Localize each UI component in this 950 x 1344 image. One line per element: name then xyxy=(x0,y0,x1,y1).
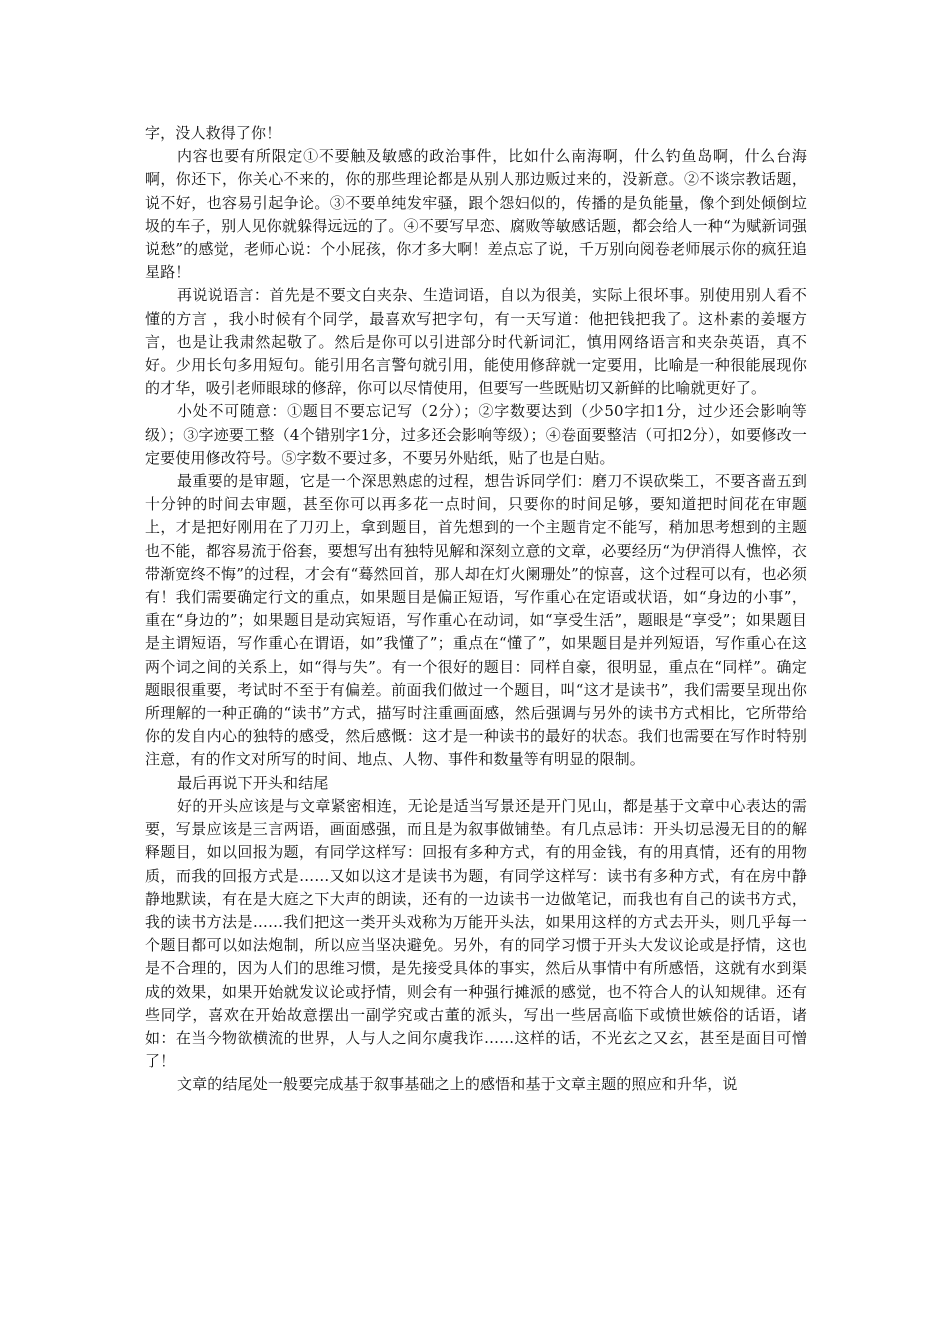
paragraph-language: 再说说语言：首先是不要文白夹杂、生造词语，自以为很美，实际上很坏事。别使用别人看不懂的方言 ，我小时候有个同学，最喜欢写把字句，有一天写道：他把钱把我了。这朴素的姜堰方言，也是让我肃然起敬了。然后是你可以引进部分时代新词汇，慎用网络语言和夹杂英语，真不好。少用长句多用短句。能引用名言警句就引用，能使用修辞就一定要用，比喻是一种很能展现你的才华，吸引老师眼球的修辞，你可以尽情使用，但要写一些既贴切又新鲜的比喻就更好了。 xyxy=(145,286,807,398)
paragraph-details: 小处不可随意：①题目不要忘记写（2分）；②字数要达到（少50字扣1分，过少还会影响等级）；③字迹要工整（4个错别字1分，过多还会影响等级）；④卷面要整洁（可扣2分），如要修改一定要使用修改符号。⑤字数不要过多，不要另外贴纸，贴了也是白贴。 xyxy=(145,402,807,467)
paragraph-opening: 好的开头应该是与文章紧密相连，无论是适当写景还是开门见山，都是基于文章中心表达的需要，写景应该是三言两语，画面感强，而且是为叙事做铺垫。有几点忌讳：开头切忌漫无目的的解释题目，如以回报为题，有同学这样写：回报有多种方式，有的用金钱，有的用真情，还有的用物质，而我的回报方式是……又如以这才是读书为题，有同学这样写：读书有多种方式，有在房中静静地默读，有在是大庭之下大声的朗读，还有的一边读书一边做笔记，而我也有自己的读书方式，我的读书方法是……我们把这一类开头戏称为万能开头法，如果用这样的方式去开头，则几乎每一个题目都可以如法炮制，所以应当坚决避免。另外，有的同学习惯于开头大发议论或是抒情，这也是不合理的，因为人们的思维习惯，是先接受具体的事实，然后从事情中有所感悟，这就有水到渠成的效果，如果开始就发议论或抒情，则会有一种强行摊派的感觉，也不符合人的认知规律。还有些同学，喜欢在开始故意摆出一副学究或古董的派头，写出一些居高临下或愤世嫉俗的话语，诸如：在当今物欲横流的世界，人与人之间尔虞我诈……这样的话，不光玄之又玄，甚至是面目可憎了！ xyxy=(145,796,807,1071)
article-body xyxy=(145,122,807,1097)
paragraph-ending: 文章的结尾处一般要完成基于叙事基础之上的感悟和基于文章主题的照应和升华，说 xyxy=(177,1075,738,1094)
paragraph-continuation: 字，没人救得了你！ xyxy=(145,124,282,142)
paragraph-topic-review: 最重要的是审题，它是一个深思熟虑的过程，想告诉同学们：磨刀不误砍柴工，不要吝啬五到十分钟的时间去审题，甚至你可以再多花一点时间，只要你的时间足够，要知道把时间花在审题上，才是把好刚用在了刀刃上，拿到题目，首先想到的一个主题肯定不能写，稍加思考想到的主题也不能，都容易流于俗套，要想写出有独特见解和深刻立意的文章，必要经历“为伊消得人憔悴，衣带渐宽终不悔”的过程，才会有“蓦然回首，那人却在灯火阑珊处”的惊喜，这个过程可以有，也必须有！我们需要确定行文的重点，如果题目是偏正短语，写作重心在定语或状语，如“身边的小事”，重在“身边的”；如果题目是动宾短语，写作重心在动词，如“享受生活”，题眼是“享受”；如果题目是主谓短语，写作重心在谓语，如”我懂了”；重点在“懂了”，如果题目是并列短语，写作重心在这两个词之间的关系上，如“得与失”。有一个很好的题目：同样自豪，很明显，重点在“同样”。确定题眼很重要，考试时不至于有偏差。前面我们做过一个题目，叫“这才是读书”，我们需要呈现出你所理解的一种正确的“读书”方式，描写时注重画面感，然后强调与另外的读书方式相比，它所带给你的发自内心的独特的感受，然后感慨：这才是一种读书的最好的状态。我们也需要在写作时特别注意，有的作文对所写的时间、地点、人物、事件和数量等有明显的限制。 xyxy=(145,472,807,769)
paragraph-content-limits: 内容也要有所限定①不要触及敏感的政治事件，比如什么南海啊，什么钓鱼岛啊，什么台海啊，你还下，你关心不来的，你的那些理论都是从别人那边贩过来的，没新意。②不谈宗教话题，说不好，也容易引起争论。③不要单纯发牢骚，跟个怨妇似的，传播的是负能量，像个到处倾倒垃圾的车子，别人见你就躲得远远的了。④不要写早恋、腐败等敏感话题，都会给人一种“为赋新词强说愁”的感觉，老师心说：个小屁孩，你才多大啊！差点忘了说，千万别向阅卷老师展示你的疯狂追星路！ xyxy=(145,147,807,282)
paragraph-heading-opening-ending: 最后再说下开头和结尾 xyxy=(177,773,329,792)
